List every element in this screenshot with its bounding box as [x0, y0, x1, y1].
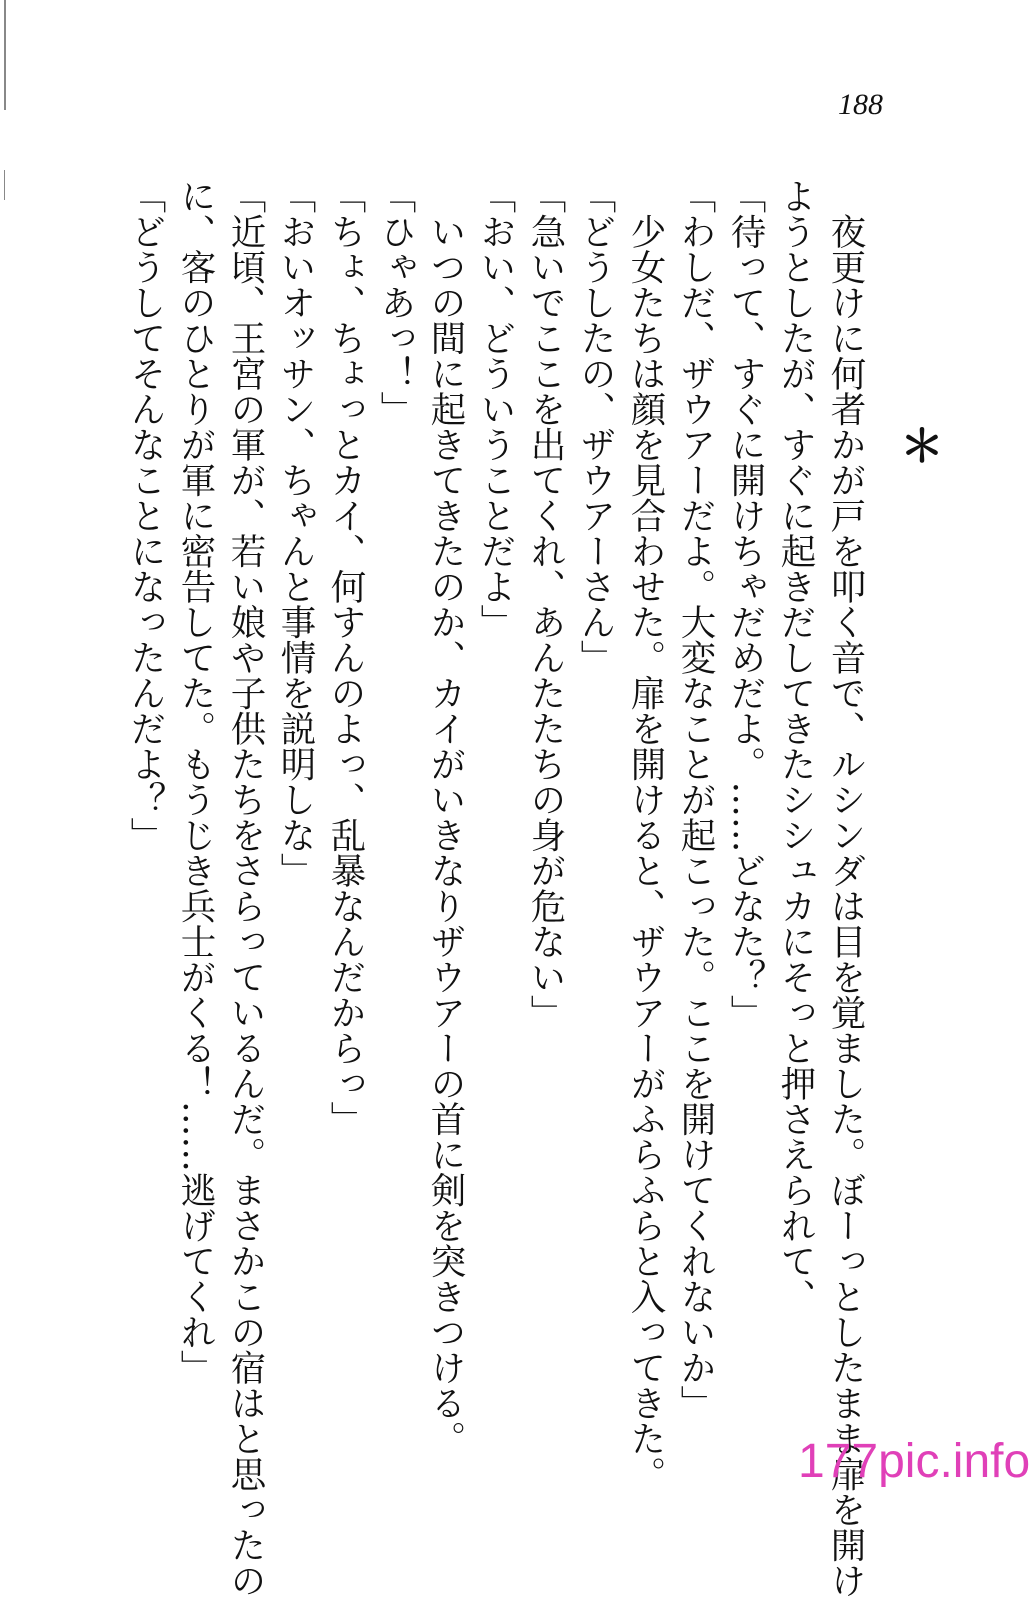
scan-edge-mark: [4, 170, 5, 200]
vertical-body-text: [120, 178, 870, 1598]
text-line: 少女たちは顔を見合わせた。扉を開けると、ザウアーがふらふらと入ってきた。: [625, 178, 666, 1492]
text-line: 「どうしたの、ザウアーさん」: [575, 178, 616, 675]
text-line: 夜更けに何者かが戸を叩く音で、ルシンダは目を覚ました。ぼーっとしたまま扉を開け: [825, 178, 866, 1598]
text-line: に、客のひとりが軍に密告してた。もうじき兵士がくる！……逃げてくれ」: [175, 178, 216, 1385]
text-line: 「ひゃあっ！」: [375, 178, 416, 427]
text-line: 「ちょ、ちょっとカイ、何すんのよっ、乱暴なんだからっ」: [325, 178, 366, 1137]
section-break-asterisk: ＊: [900, 421, 944, 472]
page-number: 188: [838, 88, 883, 121]
text-line: 「わしだ、ザウアーだよ。大変なことが起こった。ここを開けてくれないか」: [675, 178, 716, 1421]
text-line: いつの間に起きてきたのか、カイがいきなりザウアーの首に剣を突きつける。: [425, 178, 466, 1456]
text-line: ようとしたが、すぐに起きだしてきたシシュカにそっと押さえられて、: [775, 178, 816, 1314]
text-line: 「近頃、王宮の軍が、若い娘や子供たちをさらっているんだ。まさかこの宿はと思ったの: [225, 178, 266, 1598]
text-line: 「おい、どういうことだよ」: [475, 178, 516, 640]
text-line: 「急いでここを出てくれ、あんたたちの身が危ない」: [525, 178, 566, 1030]
text-line: 「どうしてそんなことになったんだよ？」: [125, 178, 166, 853]
text-line: 「おいオッサン、ちゃんと事情を説明しな」: [275, 178, 316, 888]
scan-edge-mark: [4, 0, 6, 110]
watermark: 177pic.info: [798, 1435, 1030, 1488]
text-line: 「待って、すぐに開けちゃだめだよ。……どなた？」: [725, 178, 766, 1030]
